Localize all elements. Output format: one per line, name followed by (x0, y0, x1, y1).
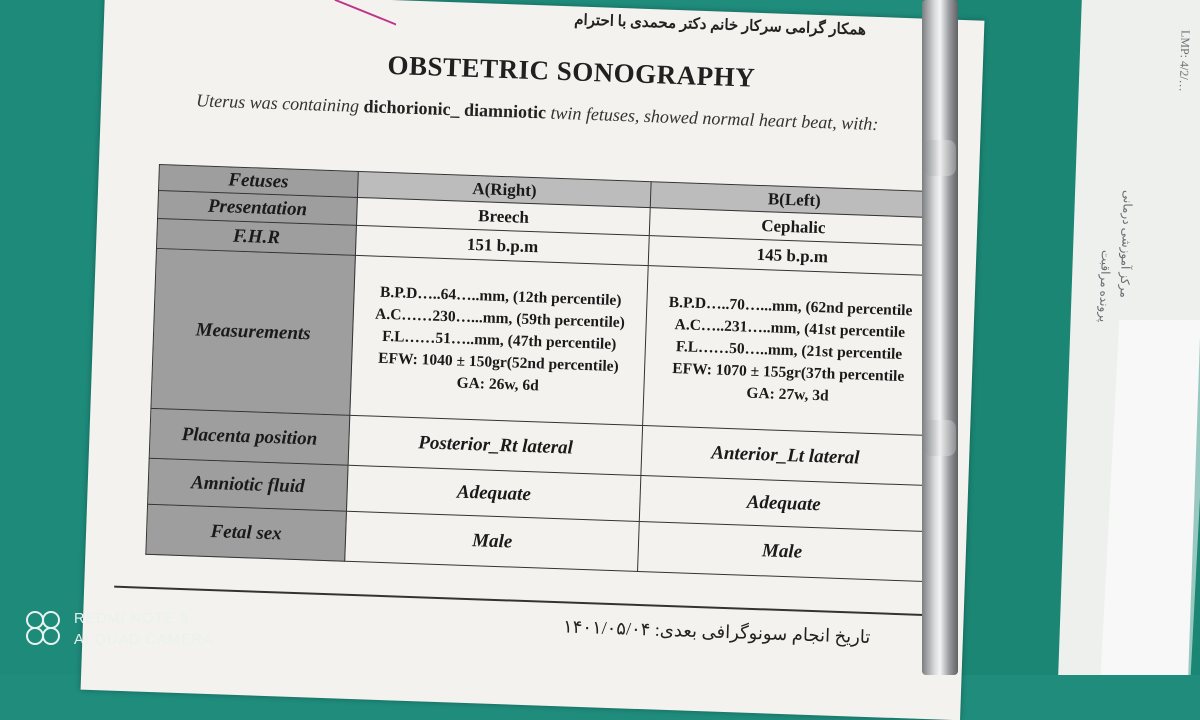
fl-b: F.L……50…..mm, (21st percentile (675, 337, 903, 363)
side-doc-lmp: LMP: 4/2/… (1176, 30, 1193, 92)
measurements-a (350, 255, 649, 425)
label-amniotic: Amniotic fluid (148, 458, 348, 511)
clip-knuckle-bottom (924, 420, 956, 456)
sex-a: Male (345, 511, 640, 571)
ac-a: A.C……230…...mm, (59th percentile) (374, 305, 626, 331)
placenta-a: Posterior_Rt lateral (348, 415, 643, 475)
watermark-model: REDMI NOTE 9 (74, 611, 190, 627)
amniotic-a: Adequate (346, 465, 641, 521)
watermark-text (74, 609, 214, 651)
efw-b: EFW: 1070 ± 155gr(37th percentile (672, 359, 905, 385)
intro-suffix: twin fetuses, showed normal heart beat, with: (545, 102, 879, 135)
quad-camera-icon (22, 609, 62, 649)
sex-b: Male (638, 521, 926, 581)
watermark-camera: AI QUAD CAMERA (74, 632, 214, 648)
efw-a: EFW: 1040 ± 150gr(52nd percentile) (377, 349, 620, 375)
label-placenta: Placenta position (149, 408, 350, 465)
side-doc-center: مرکز آموزشی درمانی (1117, 190, 1136, 298)
bpd-b: B.P.D…..70…...mm, (62nd percentile (668, 293, 913, 319)
clip-knuckle-top (924, 140, 956, 176)
bpd-a: B.P.D…..64…..mm, (12th percentile) (379, 283, 622, 309)
header-fetus-a: A(Right) (357, 171, 651, 207)
label-fhr: F.H.R (157, 218, 357, 255)
sonography-report (81, 0, 985, 720)
fhr-b: 145 b.p.m (649, 236, 936, 276)
folder-clip (922, 0, 958, 675)
label-sex: Fetal sex (146, 504, 347, 561)
footer-divider (114, 586, 924, 616)
plastic-sleeve (1101, 320, 1200, 675)
table-row-measurements (151, 248, 935, 435)
header-fetuses: Fetuses (159, 165, 359, 198)
header-fetus-b: B(Left) (651, 182, 938, 218)
ac-b: A.C…..231…..mm, (41st percentile (674, 315, 906, 341)
placenta-b: Anterior_Lt lateral (641, 426, 929, 486)
fl-a: F.L……51…..mm, (47th percentile) (381, 327, 617, 353)
clinic-logo (335, 0, 397, 25)
greeting-line: همکار گرامی سرکار خانم دکتر محمدی با احترام (573, 12, 867, 39)
presentation-b: Cephalic (650, 208, 937, 246)
ga-b: GA: 27w, 3d (746, 384, 829, 404)
amniotic-b: Adequate (640, 476, 928, 532)
report-intro (196, 85, 887, 139)
presentation-a: Breech (356, 197, 650, 235)
intro-prefix: Uterus was containing (195, 90, 364, 117)
next-sonography-date: تاریخ انجام سونوگرافی بعدی: ۱۴۰۱/۰۵/۰۴ (562, 616, 871, 648)
side-doc-record: پرونده مراقبت (1096, 250, 1114, 323)
report-title: OBSTETRIC SONOGRAPHY (387, 49, 756, 93)
ga-a: GA: 26w, 6d (456, 374, 540, 394)
fhr-a: 151 b.p.m (355, 225, 649, 265)
measurements-b (643, 266, 935, 436)
label-measurements: Measurements (151, 248, 355, 415)
fetal-findings-table (145, 164, 938, 582)
intro-chorionicity: dichorionic_ diamniotic (363, 96, 547, 123)
label-presentation: Presentation (158, 190, 358, 225)
